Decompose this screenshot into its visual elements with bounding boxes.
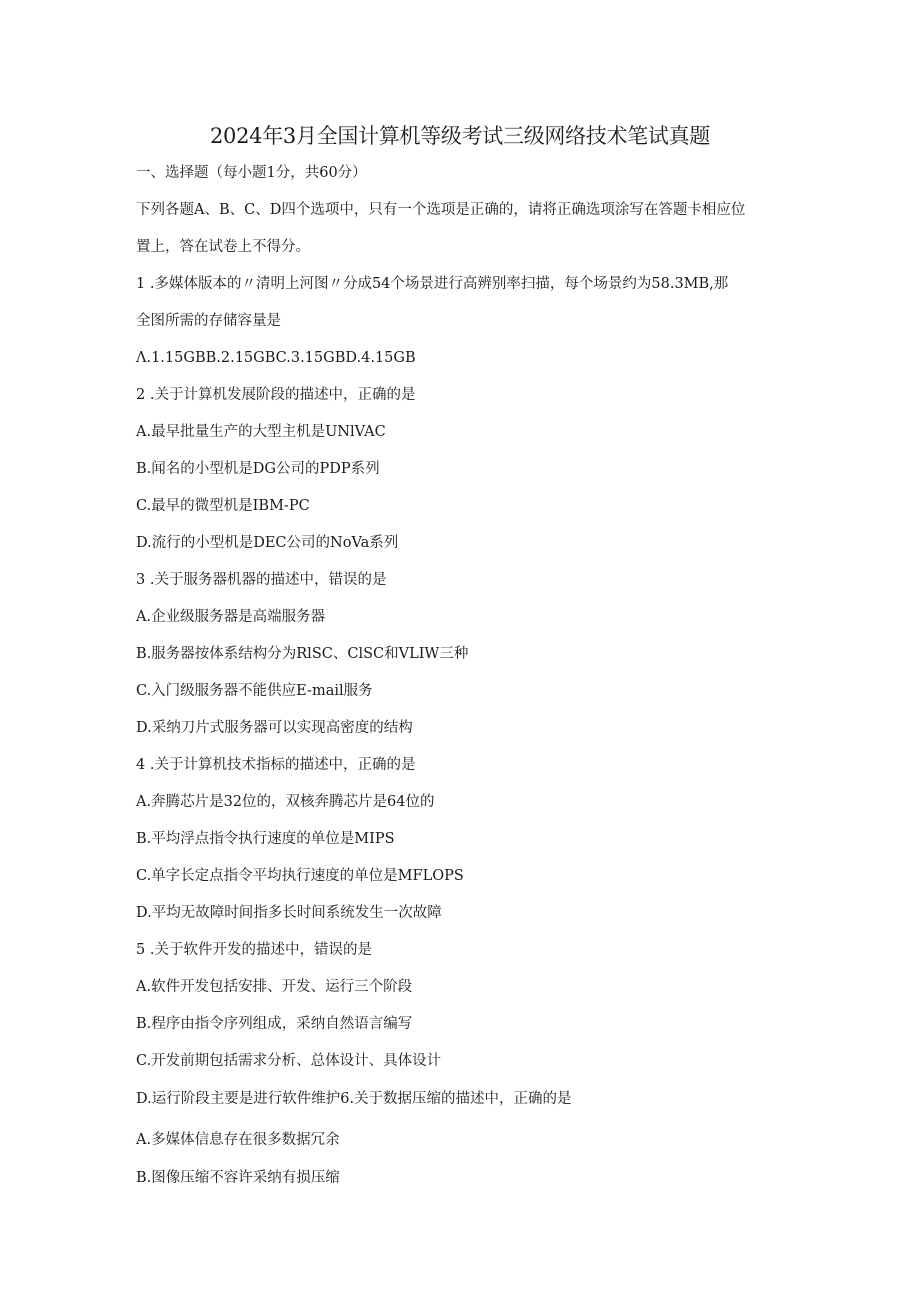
question-3-option-c: C.入门级服务器不能供应E-mail服务 (136, 683, 373, 699)
question-1-options: Λ.1.15GBB.2.15GBC.3.15GBD.4.15GB (136, 350, 416, 366)
question-1-stem-cont: 全图所需的存储容量是 (136, 313, 281, 329)
question-5-option-a: A.软件开发包括安排、开发、运行三个阶段 (136, 979, 413, 995)
question-5-option-d-and-question-6-stem: D.运行阶段主要是进行软件维护6.关于数据压缩的描述中，正确的是 (136, 1091, 572, 1107)
question-3-option-b: B.服务器按体系结构分为RlSC、ClSC和VLIW三种 (136, 646, 469, 662)
question-4-option-c: C.单字长定点指令平均执行速度的单位是MFLOPS (136, 868, 464, 884)
section-heading: 一、选择题（每小题1分，共60分） (136, 165, 367, 181)
question-2-stem: 2 .关于计算机发展阶段的描述中，正确的是 (136, 387, 416, 403)
question-3-stem: 3 .关于服务器机器的描述中，错误的是 (136, 572, 387, 588)
question-2-option-b: B.闻名的小型机是DG公司的PDP系列 (136, 461, 380, 477)
question-2-option-c: C.最早的微型机是IBM-PC (136, 498, 310, 514)
question-4-option-d: D.平均无故障时间指多长时间系统发生一次故障 (136, 905, 442, 921)
instruction-line: 下列各题A、B、C、D四个选项中，只有一个选项是正确的，请将正确选项涂写在答题卡相应位 (136, 202, 746, 218)
question-2-option-a: A.最早批量生产的大型主机是UNlVAC (136, 424, 386, 440)
question-5-stem: 5 .关于软件开发的描述中，错误的是 (136, 942, 372, 958)
question-5-option-c: C.开发前期包括需求分析、总体设计、具体设计 (136, 1053, 442, 1069)
question-4-option-b: B.平均浮点指令执行速度的单位是MIPS (136, 831, 395, 847)
question-2-option-d: D.流行的小型机是DEC公司的NoVa系列 (136, 535, 399, 551)
question-6-option-a: A.多媒体信息存在很多数据冗余 (136, 1132, 340, 1148)
question-4-option-a: A.奔腾芯片是32位的，双核奔腾芯片是64位的 (136, 794, 435, 810)
question-5-option-b: B.程序由指令序列组成，采纳自然语言编写 (136, 1016, 413, 1032)
question-4-stem: 4 .关于计算机技术指标的描述中，正确的是 (136, 757, 416, 773)
document-title: 2024年3月全国计算机等级考试三级网络技术笔试真题 (209, 124, 710, 148)
question-1-stem: 1 .多媒体版本的〃清明上河图〃分成54个场景进行高辨别率扫描，每个场景约为58.3MB,那 (136, 276, 729, 292)
instruction-line: 置上，答在试卷上不得分。 (136, 239, 310, 255)
question-3-option-d: D.采纳刀片式服务器可以实现高密度的结构 (136, 720, 413, 736)
question-6-option-b: B.图像压缩不容许采纳有损压缩 (136, 1170, 340, 1186)
question-3-option-a: A.企业级服务器是高端服务器 (136, 609, 326, 625)
